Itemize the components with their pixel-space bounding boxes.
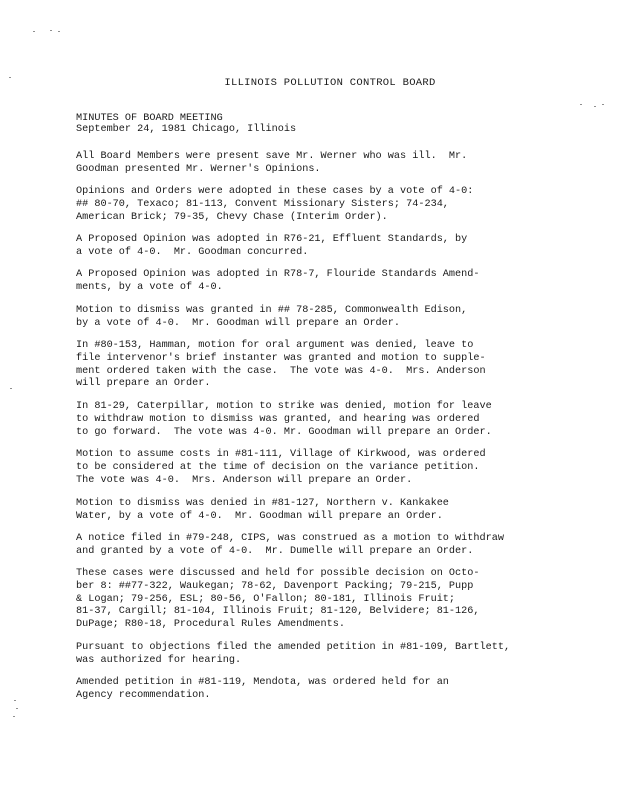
document-title: ILLINOIS POLLUTION CONTROL BOARD: [224, 77, 436, 89]
paragraph-79-248: A notice filed in #79-248, CIPS, was construed as a motion to withdraw and granted by a vote of 4-0. Mr. Dumelle will prepare an Order.: [76, 533, 504, 557]
scan-speck: [594, 106, 596, 107]
paragraph-81-111: Motion to assume costs in #81-111, Village of Kirkwood, was ordered to be considered at the time of decision on the variance petition. The vote was 4-0. Mrs. Anderson will prepare an Order.: [76, 449, 486, 486]
paragraph-attendance: All Board Members were present save Mr. Werner who was ill. Mr. Goodman presented Mr. Werner's Opinions.: [76, 151, 468, 175]
scan-speck: [16, 708, 18, 709]
minutes-heading: [76, 113, 576, 135]
scan-speck: [580, 104, 582, 105]
minutes-date-line: September 24, 1981 Chicago, Illinois: [76, 124, 297, 136]
scan-speck: [14, 700, 16, 701]
paragraph-80-153: In #80-153, Hamman, motion for oral argument was denied, leave to file intervenor's brief instanter was granted and motion to supple- ment ordered taken with the case. The vote was 4-0. Mrs. Anderson will prepare an Order.: [76, 340, 486, 390]
scan-speck: [50, 30, 52, 31]
paragraph-81-109: Pursuant to objections filed the amended petition in #81-109, Bartlett, was authorized for hearing.: [76, 642, 511, 666]
paragraph-opinions-orders: Opinions and Orders were adopted in these cases by a vote of 4-0: ## 80-70, Texaco; 81-113, Convent Missionary Sisters; 74-234, American Brick; 79-35, Chevy Chase (Interim Order).: [76, 186, 474, 223]
minutes-heading-line: MINUTES OF BOARD MEETING: [76, 113, 223, 124]
scan-speck: [58, 31, 60, 32]
paragraph-78-285: Motion to dismiss was granted in ## 78-285, Commonwealth Edison, by a vote of 4-0. Mr. Goodman will prepare an Order.: [76, 305, 468, 329]
paragraph-held-cases: These cases were discussed and held for possible decision on Octo- ber 8: ##77-322, Waukegan; 78-62, Davenport Packing; 79-215, Pupp & Logan; 79-256, ESL; 80-56, O'Fallon; 80-181, Illinois Fruit; 81-37, Cargill; 81-104, Illinois Fruit; 81-120, Belvidere; 81-126, DuPage; R80-18, Procedural Rules Amendments.: [76, 568, 480, 631]
scan-speck: [13, 716, 15, 717]
paragraph-r76-21: A Proposed Opinion was adopted in R76-21, Effluent Standards, by a vote of 4-0. Mr. Goodman concurred.: [76, 234, 468, 258]
paragraph-81-29: In 81-29, Caterpillar, motion to strike was denied, motion for leave to withdraw motion to dismiss was granted, and hearing was ordered to go forward. The vote was 4-0. Mr. Goodman will prepare an Order.: [76, 401, 492, 438]
paragraph-81-127: Motion to dismiss was denied in #81-127, Northern v. Kankakee Water, by a vote of 4-0. Mr. Goodman will prepare an Order.: [76, 498, 449, 522]
scan-speck: [33, 31, 35, 32]
scan-speck: [10, 388, 12, 389]
paragraph-r78-7: A Proposed Opinion was adopted in R78-7, Flouride Standards Amend- ments, by a vote of 4-0.: [76, 269, 480, 293]
scan-speck: [602, 104, 604, 105]
paragraph-81-119: Amended petition in #81-119, Mendota, was ordered held for an Agency recommendation.: [76, 677, 449, 701]
